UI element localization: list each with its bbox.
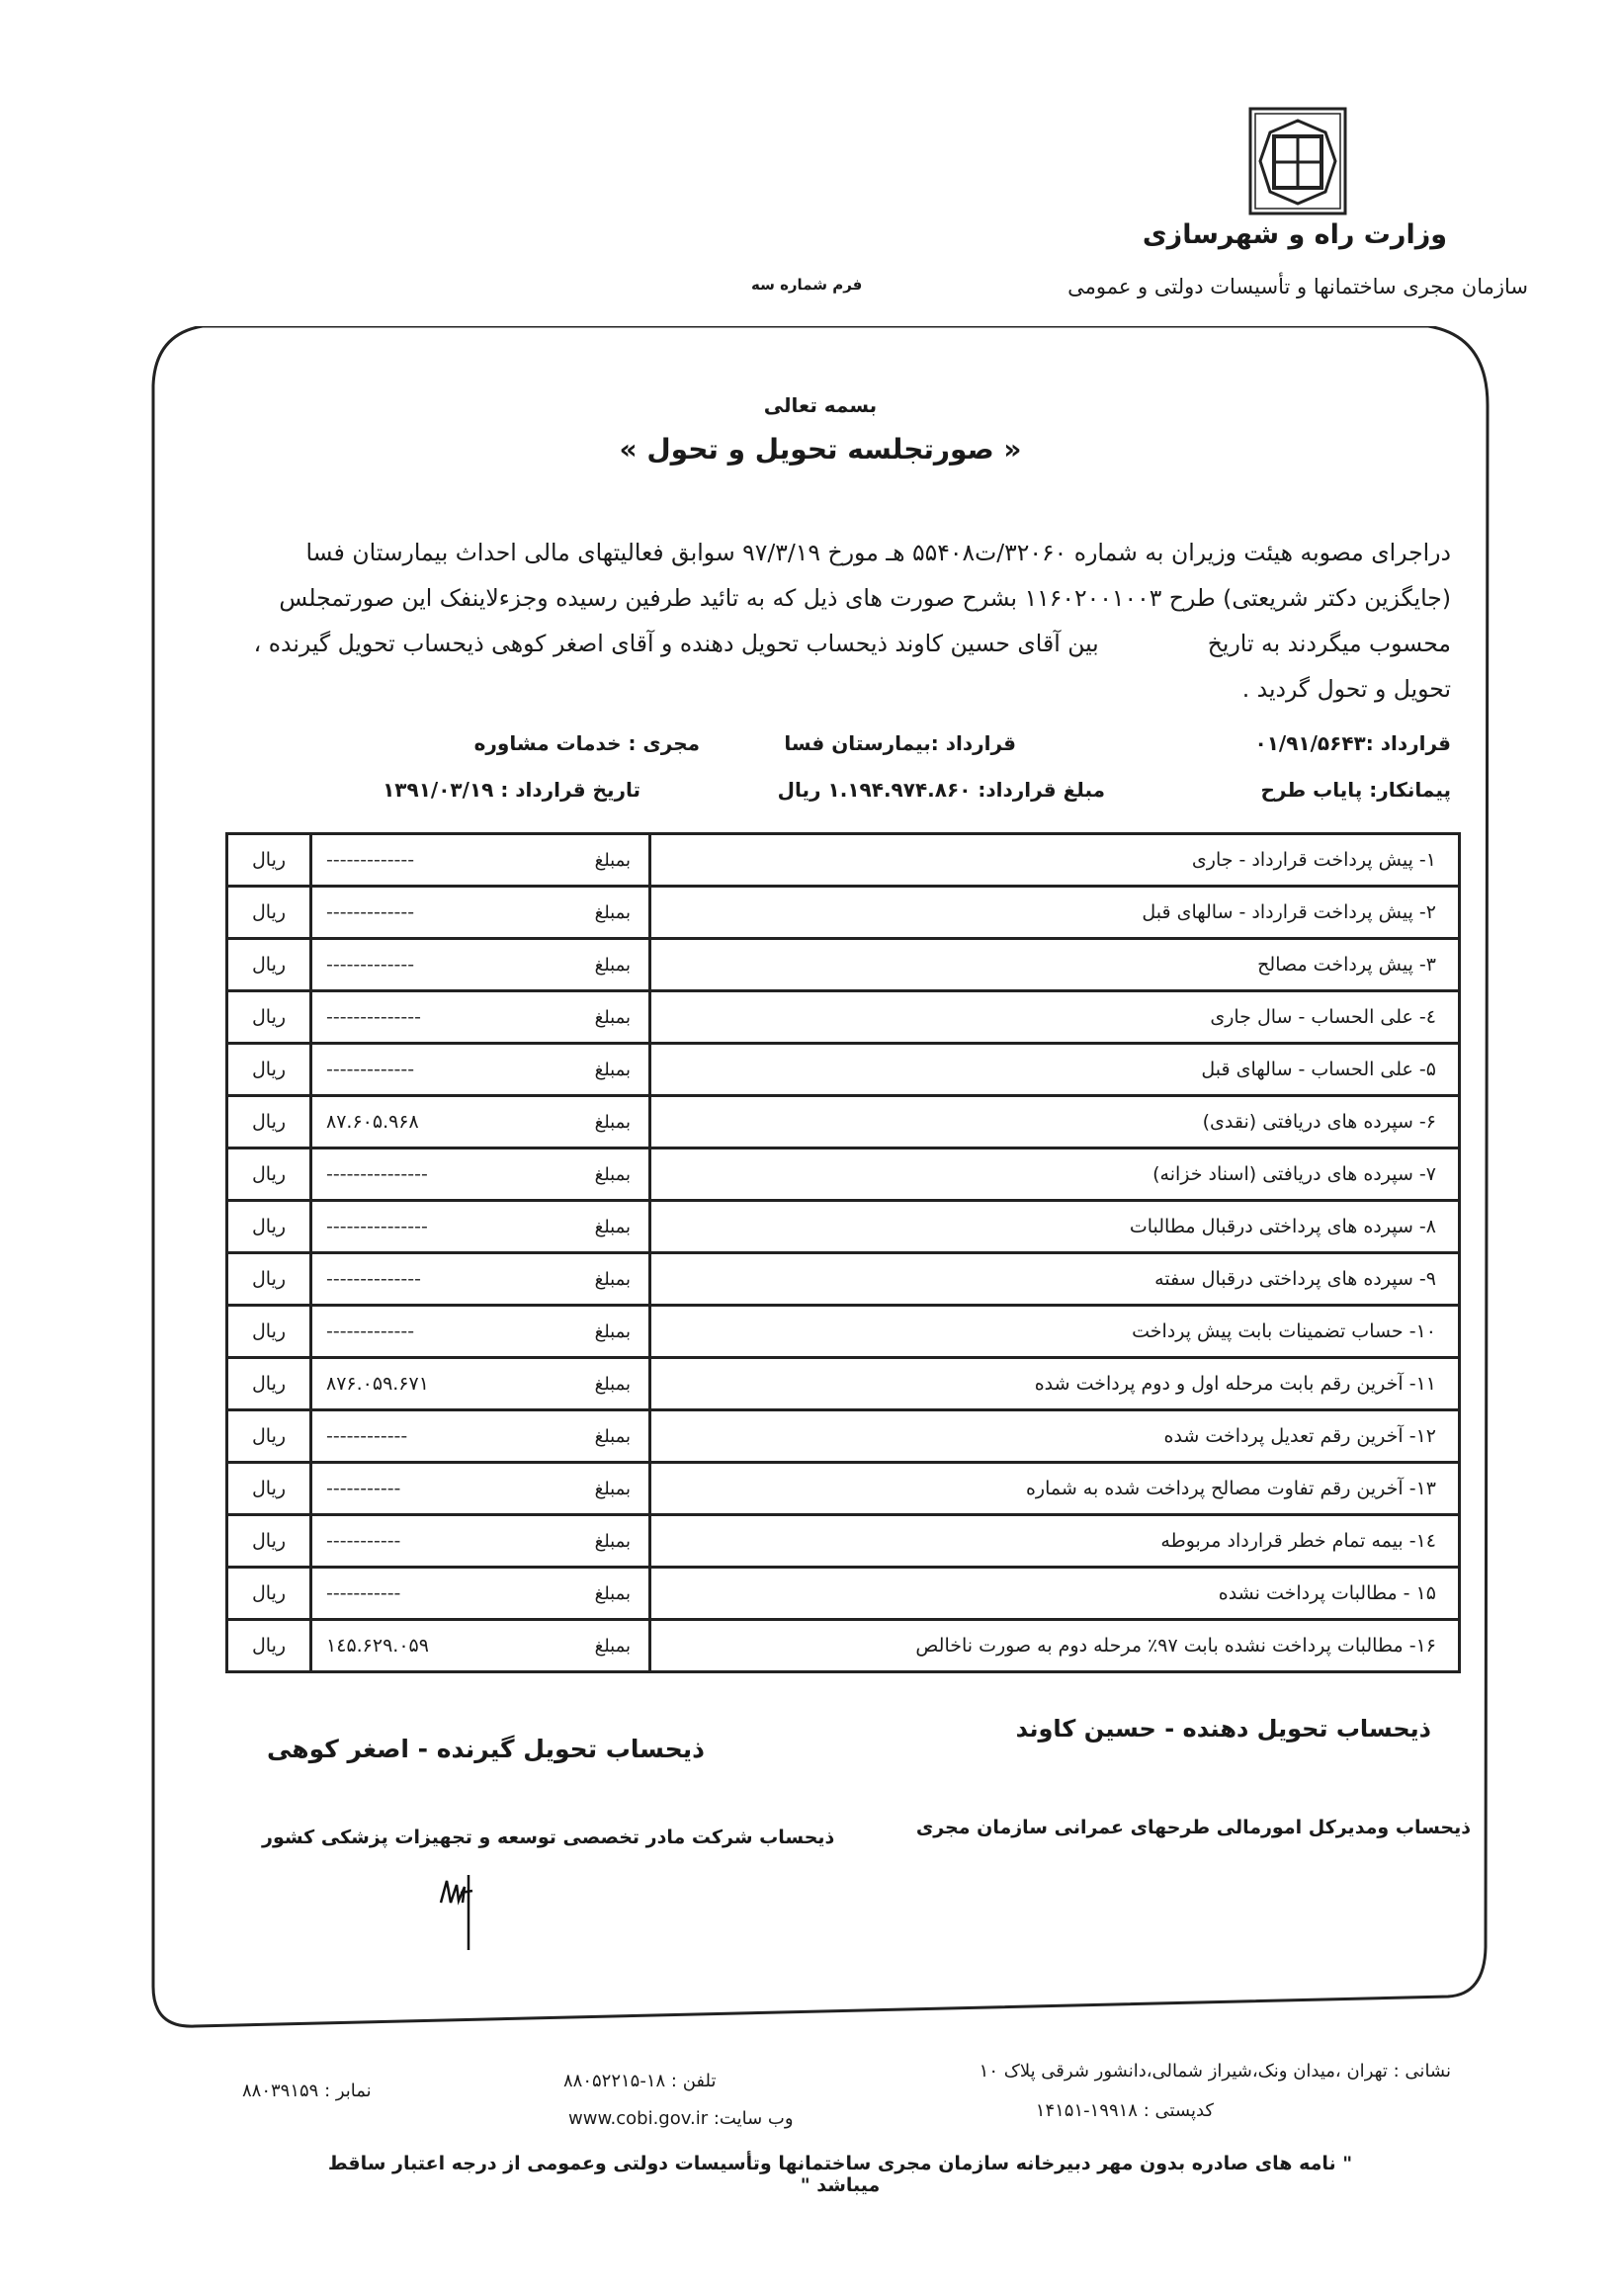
website-url[interactable]: www.cobi.gov.ir [568, 2108, 709, 2129]
amount-cell [311, 1410, 650, 1463]
amount-value: ------------- [326, 954, 415, 976]
table-row [227, 1306, 1460, 1358]
unit-cell: ریال [227, 991, 311, 1044]
description-cell: ۱۱- آخرین رقم بابت مرحله اول و دوم پرداخت شده [650, 1358, 1460, 1410]
description-cell: ۱٤- بیمه تمام خطر قرارداد مربوطه [650, 1515, 1460, 1568]
amount-cell [311, 1201, 650, 1253]
organization-name: سازمان مجری ساختمانها و تأسیسات دولتی و عمومی [1067, 275, 1528, 298]
table-row [227, 1410, 1460, 1463]
unit-cell: ریال [227, 1410, 311, 1463]
amount-cell [311, 1253, 650, 1306]
amount-value: ------------- [326, 1320, 415, 1342]
amount-cell [311, 1148, 650, 1201]
handwritten-signature-icon [433, 1873, 492, 1952]
unit-cell: ریال [227, 1568, 311, 1620]
footer-fax: نمابر : ۸۸۰۳۹۱۵۹ [242, 2081, 372, 2101]
footer-address: نشانی : تهران ،میدان ونک،شیراز شمالی،دانشور شرقی پلاک ۱۰ [979, 2061, 1451, 2082]
table-row [227, 1515, 1460, 1568]
amount-value: ------------- [326, 849, 415, 871]
items-table [225, 832, 1461, 1673]
description-cell: ۱۵ - مطالبات پرداخت نشده [650, 1568, 1460, 1620]
paragraph-line-3a: محسوب میگردند به تاریخ [1207, 630, 1451, 657]
unit-cell: ریال [227, 939, 311, 991]
amount-cell [311, 1568, 650, 1620]
description-cell: ۱۰- حساب تضمینات بابت پیش پرداخت [650, 1306, 1460, 1358]
amount-value: ------------- [326, 901, 415, 923]
contract-date: تاریخ قرارداد : ۱۳۹۱/۰۳/۱۹ [383, 778, 640, 802]
amount-value: -------------- [326, 1268, 421, 1290]
unit-cell: ریال [227, 1515, 311, 1568]
table-row [227, 1096, 1460, 1148]
unit-cell: ریال [227, 1620, 311, 1672]
signature-giver: ذیحساب تحویل دهنده - حسین کاوند [1015, 1715, 1431, 1743]
unit-cell: ریال [227, 1044, 311, 1096]
amount-label: بمبلغ [594, 1373, 631, 1395]
amount-cell [311, 887, 650, 939]
table-row [227, 1201, 1460, 1253]
executor: مجری : خدمات مشاوره [473, 731, 700, 755]
paragraph-line-1: دراجرای مصوبه هیئت وزیران به شماره ۳۲۰۶۰/ت۵۵۴۰۸ هـ مورخ ۹۷/۳/۱۹ سوابق فعالیتهای مالی احداث بیمارستان فسا [305, 539, 1451, 566]
page-title: « صورتجلسه تحویل و تحول » [619, 433, 1022, 466]
table-row [227, 991, 1460, 1044]
table-row [227, 939, 1460, 991]
amount-cell [311, 834, 650, 887]
amount-cell [311, 1515, 650, 1568]
footer-notice: " نامه های صادره بدون مهر دبیرخانه سازمان مجری ساختمانها وتأسیسات دولتی وعمومی از درجه اعتبار ساقط میباشد " [327, 2153, 1353, 2196]
amount-label: بمبلغ [594, 1478, 631, 1499]
signature-parent-company: ذیحساب شرکت مادر تخصصی توسعه و تجهیزات پزشکی کشور [262, 1827, 835, 1848]
table-row [227, 1620, 1460, 1672]
amount-label: بمبلغ [594, 1320, 631, 1342]
amount-cell [311, 1306, 650, 1358]
amount-label: بمبلغ [594, 1268, 631, 1290]
unit-cell: ریال [227, 1463, 311, 1515]
contract-number: قرارداد :۰۱/۹۱/۵۶۴۳ [1254, 731, 1451, 755]
amount-label: بمبلغ [594, 1216, 631, 1237]
amount-label: بمبلغ [594, 1635, 631, 1657]
description-cell: ۱۳- آخرین رقم تفاوت مصالح پرداخت شده به شماره [650, 1463, 1460, 1515]
amount-label: بمبلغ [594, 1111, 631, 1133]
amount-cell [311, 1044, 650, 1096]
description-cell: ۹- سپرده های پرداختی درقبال سفته [650, 1253, 1460, 1306]
ministry-name: وزارت راه و شهرسازی [1142, 219, 1448, 250]
unit-cell: ریال [227, 834, 311, 887]
paragraph-line-3 [146, 621, 1451, 666]
amount-label: بمبلغ [594, 849, 631, 871]
amount-cell [311, 991, 650, 1044]
unit-cell: ریال [227, 1306, 311, 1358]
amount-label: بمبلغ [594, 1530, 631, 1552]
table-row [227, 834, 1460, 887]
form-number: فرم شماره سه [751, 276, 863, 294]
description-cell: ۱۶- مطالبات پرداخت نشده بابت ۹۷٪ مرحله دوم به صورت ناخالص [650, 1620, 1460, 1672]
table-row [227, 887, 1460, 939]
website-label: وب سایت: [713, 2108, 794, 2129]
table-row [227, 1148, 1460, 1201]
amount-cell [311, 1358, 650, 1410]
contract-name: قرارداد :بیمارستان فسا [784, 731, 1016, 755]
amount-label: بمبلغ [594, 1163, 631, 1185]
table-row [227, 1568, 1460, 1620]
amount-cell [311, 939, 650, 991]
unit-cell: ریال [227, 1201, 311, 1253]
description-cell: ٤- علی الحساب - سال جاری [650, 991, 1460, 1044]
footer-postal-code: کدپستی : ۱۹۹۱۸-۱۴۱۵۱ [1035, 2100, 1214, 2121]
amount-label: بمبلغ [594, 1425, 631, 1447]
unit-cell: ریال [227, 1096, 311, 1148]
basmala-heading: بسمه تعالی [763, 393, 878, 417]
amount-label: بمبلغ [594, 901, 631, 923]
paragraph-line-2: (جایگزین دکتر شریعتی) طرح ۱۱۶۰۲۰۰۱۰۰۳ بشرح صورت های ذیل که به تائید طرفین رسیده وجزءلاینفک این صورتمجلس [279, 584, 1451, 612]
table-row [227, 1253, 1460, 1306]
description-cell: ۷- سپرده های دریافتی (اسناد خزانه) [650, 1148, 1460, 1201]
amount-value: ۸۷۶.۰۵۹.۶۷۱ [326, 1373, 429, 1395]
amount-value: ----------- [326, 1478, 401, 1499]
amount-value: ----------- [326, 1530, 401, 1552]
contractor: پیمانکار: پایاب طرح [1260, 778, 1451, 802]
amount-cell [311, 1463, 650, 1515]
footer-phone: تلفن : ۱۸-۸۸۰۵۲۲۱۵ [563, 2071, 717, 2091]
unit-cell: ریال [227, 1253, 311, 1306]
table-row [227, 1463, 1460, 1515]
amount-label: بمبلغ [594, 954, 631, 976]
amount-value: --------------- [326, 1163, 428, 1185]
contract-amount: مبلغ قرارداد: ۱.۱۹۴.۹۷۴.۸۶۰ ریال [777, 778, 1105, 802]
amount-value: ----------- [326, 1582, 401, 1604]
paragraph-line-4: تحویل و تحول گردید . [1241, 675, 1451, 703]
description-cell: ۲- پیش پرداخت قرارداد - سالهای قبل [650, 887, 1460, 939]
amount-value: ۸۷.۶۰۵.۹۶۸ [326, 1111, 419, 1133]
amount-label: بمبلغ [594, 1059, 631, 1080]
signature-receiver: ذیحساب تحویل گیرنده - اصغر کوهی [267, 1735, 705, 1763]
amount-value: --------------- [326, 1216, 428, 1237]
description-cell: ۵- علی الحساب - سالهای قبل [650, 1044, 1460, 1096]
amount-value: ۱٤۵.۶۲۹.۰۵۹ [326, 1635, 429, 1657]
amount-cell [311, 1096, 650, 1148]
amount-label: بمبلغ [594, 1582, 631, 1604]
ministry-logo-icon [1247, 107, 1348, 215]
intro-paragraph [146, 530, 1451, 712]
amount-cell [311, 1620, 650, 1672]
table-row [227, 1358, 1460, 1410]
description-cell: ۸- سپرده های پرداختی درقبال مطالبات [650, 1201, 1460, 1253]
amount-value: ------------ [326, 1425, 408, 1447]
description-cell: ۱۲- آخرین رقم تعدیل پرداخت شده [650, 1410, 1460, 1463]
paragraph-line-3b: بین آقای حسین کاوند ذیحساب تحویل دهنده و آقای اصغر کوهی ذیحساب تحویل گیرنده ، [253, 630, 1099, 657]
amount-value: -------------- [326, 1006, 421, 1028]
description-cell: ۶- سپرده های دریافتی (نقدی) [650, 1096, 1460, 1148]
signature-finance-director: ذیحساب ومدیرکل امورمالی طرحهای عمرانی سازمان مجری [915, 1817, 1471, 1838]
unit-cell: ریال [227, 1358, 311, 1410]
description-cell: ۳- پیش پرداخت مصالح [650, 939, 1460, 991]
amount-value: ------------- [326, 1059, 415, 1080]
unit-cell: ریال [227, 887, 311, 939]
description-cell: ۱- پیش پرداخت قرارداد - جاری [650, 834, 1460, 887]
table-row [227, 1044, 1460, 1096]
unit-cell: ریال [227, 1148, 311, 1201]
amount-label: بمبلغ [594, 1006, 631, 1028]
footer-website [568, 2108, 794, 2129]
